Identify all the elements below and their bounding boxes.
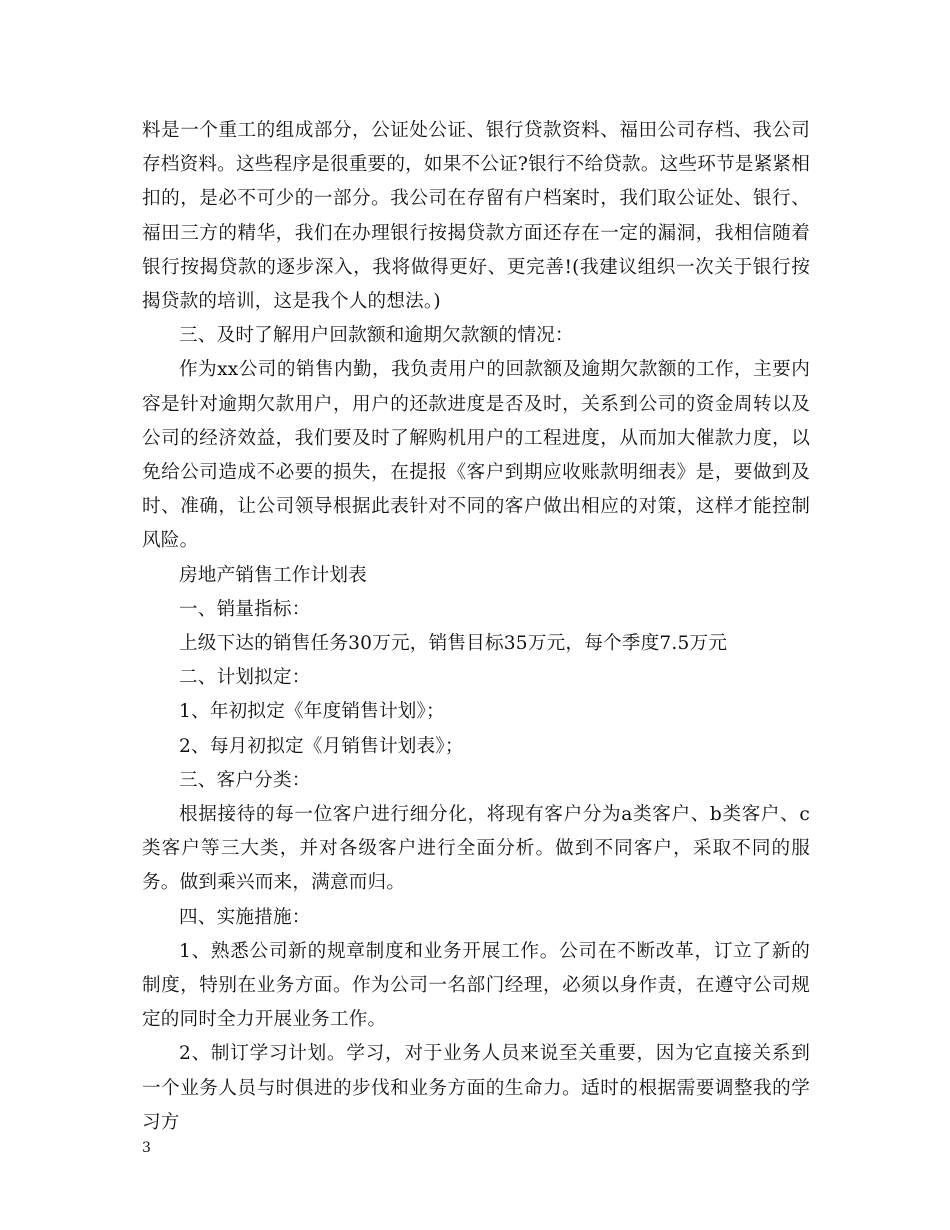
section-heading-3-repayment: 三、及时了解用户回款额和逾期欠款额的情况：	[179, 325, 574, 347]
plan-title: 房地产销售工作计划表	[179, 564, 367, 586]
section-heading-planning: 二、计划拟定：	[179, 667, 311, 689]
page-number: 3	[142, 1140, 151, 1156]
list-item-measure-1: 1、熟悉公司新的规章制度和业务开展工作。公司在不断改革，订立了新的制度，特别在业务方面。作为公司一名部门经理，必须以身作责，在遵守公司规定的同时全力开展业务工作。	[142, 940, 810, 1031]
section-heading-measures: 四、实施措施：	[179, 906, 311, 928]
section-heading-sales-target: 一、销量指标：	[179, 598, 311, 620]
list-item-monthly-plan: 2、每月初拟定《月销售计划表》；	[179, 735, 464, 757]
section-heading-customer-class: 三、客户分类：	[179, 769, 311, 791]
paragraph-customer-class: 根据接待的每一位客户进行细分化，将现有客户分为a类客户、b类客户、c类客户等三大类，并对各级客户进行全面分析。做到不同客户，采取不同的服务。做到乘兴而来，满意而归。	[142, 804, 810, 894]
paragraph-repayment: 作为xx公司的销售内勤，我负责用户的回款额及逾期欠款额的工作，主要内容是针对逾期欠款用户，用户的还款进度是否及时，关系到公司的资金周转以及公司的经济效益，我们要及时了解购机用户的工程进度，从而加大催款力度，以免给公司造成不必要的损失，在提报《客户到期应收账款明细表》是，要做到及时、准确，让公司领导根据此表针对不同的客户做出相应的对策，这样才能控制风险。	[142, 359, 810, 552]
list-item-annual-plan: 1、年初拟定《年度销售计划》；	[179, 701, 445, 723]
list-item-measure-2: 2、制订学习计划。学习，对于业务人员来说至关重要，因为它直接关系到一个业务人员与时俱进的步伐和业务方面的生命力。适时的根据需要调整我的学习方	[142, 1043, 810, 1133]
paragraph-sales-target: 上级下达的销售任务30万元，销售目标35万元，每个季度7.5万元	[179, 633, 728, 655]
document-body	[142, 114, 810, 1140]
paragraph-continuation: 料是一个重工的组成部分，公证处公证、银行贷款资料、福田公司存档、我公司存档资料。这些程序是很重要的，如果不公证?银行不给贷款。这些环节是紧紧相扣的，是必不可少的一部分。我公司在存留有户档案时，我们取公证处、银行、福田三方的精华，我们在办理银行按揭贷款方面还存在一定的漏洞，我相信随着银行按揭贷款的逐步深入，我将做得更好、更完善!(我建议组织一次关于银行按揭贷款的培训，这是我个人的想法。)	[142, 120, 810, 313]
